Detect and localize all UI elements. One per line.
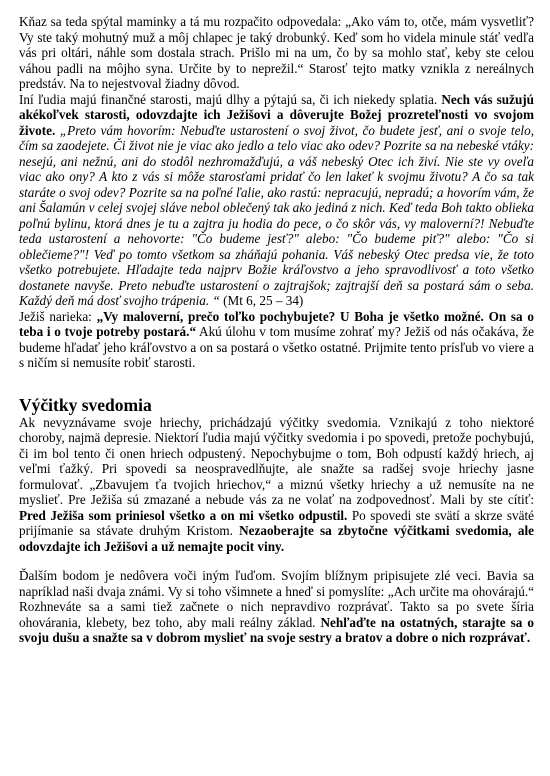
jesus-laments-rest: Akú úlohu v tom musíme zohrať my? Ježiš od nás očakáva, že budeme hľadať jeho kráľovstvo a on sa postará o všetko ostatné. Prijmite tento prísľub vo viere a s ničím si nemusíte robiť starosti. xyxy=(19,324,534,370)
confession-text: Po spovedi ste svätí a skrze sväté prijímanie sa stávate druhým Kristom. xyxy=(19,507,534,538)
gospel-reference: (Mt 6, 25 – 34) xyxy=(219,293,304,308)
paragraph-distrust xyxy=(19,568,534,646)
paragraph-conscience xyxy=(19,415,534,555)
paragraph-jesus-laments xyxy=(19,309,534,371)
jesus-laments-intro: Ježiš narieka: xyxy=(19,308,97,324)
distrust-text: Ďalším bodom je nedôvera voči iným ľuďom. Svojím blížnym pripisujete zlé veci. Bavia sa napríklad naši dvaja známi. Vy si toho všimnete a hneď si pomyslíte: „Ach určite ma ohovárajú.“ Rozhneváte sa a sami tiež začnete o nich nepravdivo rozprávať. Takto sa po svete šíria ohovárania, klebety, bez toho, aby mali reálny základ. xyxy=(19,568,534,630)
financial-worries-text: Iní ľudia majú finančné starosti, majú dlhy a pýtajú sa, či ich niekedy splatia. xyxy=(19,91,438,107)
conscience-text: Ak nevyznávame svoje hriechy, prichádzajú výčitky svedomia. Vznikajú z toho niektoré choroby, najmä depresie. Niektorí ľudia majú výčitky svedomia i po spovedi, pretože pochybujú, či im bol tento či onen hriech odpustený. Nepochybujme o tom, Boh odpustí každý hriech, aj veľmi ťažký. Pri spovedi sa neospravedlňujte, ale snažte sa radšej svoje hriechy jasne formulovať. „Zbavujem ťa tvojich hriechov,“ a miznú všetky hriechy a už nemusíte na ne myslieť. Pre Ježiša sú zmazané a nebude vás za ne volať na zodpovednosť. Mali by ste cítiť: xyxy=(19,414,534,507)
paragraph-financial-worries xyxy=(19,92,534,309)
gospel-quote: „Preto vám hovorím: Nebuďte ustarostení o svoj život, čo budete jesť, ani o svoje telo, čím sa zaodejete. Či život nie je viac ako jedlo a telo viac ako odev? Pozrite sa na nebeské vtáky: nesejú, ani nežnú, ani do stodôl nezhromažďujú, a váš nebeský Otec ich živí. Nie ste vy oveľa viac ako ony? A kto z vás si môže starosťami pridať čo len lakeť k svojmu životu? A čo sa tak staráte o svoj odev? Pozrite sa na poľné ľalie, ako rastú: nepracujú, nepradú; a hovorím vám, že ani Šalamún v celej svojej sláve nebol oblečený tak ako jediná z nich. Keď teda Boh takto oblieka poľnú bylinu, ktorá dnes je tu a zajtra ju hodia do pece, o čo skôr vás, vy maloverní?! Nebuďte teda ustarostení a nehovorte: "Čo budeme jesť?" alebo: "Čo budeme piť?" alebo: "Čo si oblečieme?"! Veď po tomto všetkom sa zháňajú pohania. Váš nebeský Otec predsa vie, že toto všetko potrebujete. Hľadajte teda najprv Božie kráľovstvo a jeho spravodlivosť a toto všetko dostanete navyše. Preto nebuďte ustarostení o zajtrajšok; zajtrajší deň sa postará sám o seba. Každý deň má dosť svojho trápenia. “ xyxy=(19,122,534,308)
document-page xyxy=(19,14,534,646)
distrust-emphasis: Nehľaďte na ostatných, starajte sa o svoju dušu a snažte sa v dobrom myslieť na svoje sestry a bratov a dobre o nich rozprávať. xyxy=(19,614,534,645)
section-heading: Výčitky svedomia xyxy=(19,394,152,415)
entrust-to-jesus-emphasis: Nech vás sužujú akékoľvek starosti, odovzdajte ich Ježišovi a dôverujte Božej prozreteľnosti vo svojom živote. xyxy=(19,91,535,138)
confession-emphasis: Pred Ježiša som priniesol všetko a on mi všetko odpustil. xyxy=(19,507,348,523)
paragraph-mother-story: Kňaz sa teda spýtal maminky a tá mu rozpačito odpovedala: „Ako vám to, otče, mám vysvetliť? Vy ste taký mohutný muž a môj chlapec je taký drobunký. Keď som ho videla minule stáť vedľa vás pri oltári, náhle som dostala strach. Prišlo mi na um, čo by sa mohlo stať, keby ste celou váhou padli na môjho syna. Určite by to neprežil.“ Starosť tejto matky vznikla z nereálnych predstáv. Na to nejestvoval žiadny dôvod. xyxy=(19,14,534,91)
jesus-laments-quote: „Vy maloverní, prečo toľko pochybujete? U Boha je všetko možné. On sa o teba i o tvoje potreby postará.“ xyxy=(19,308,534,339)
no-guilt-emphasis: Nezaoberajte sa zbytočne výčitkami svedomia, ale odovzdajte ich Ježišovi a už nemajte pocit viny. xyxy=(19,523,534,554)
